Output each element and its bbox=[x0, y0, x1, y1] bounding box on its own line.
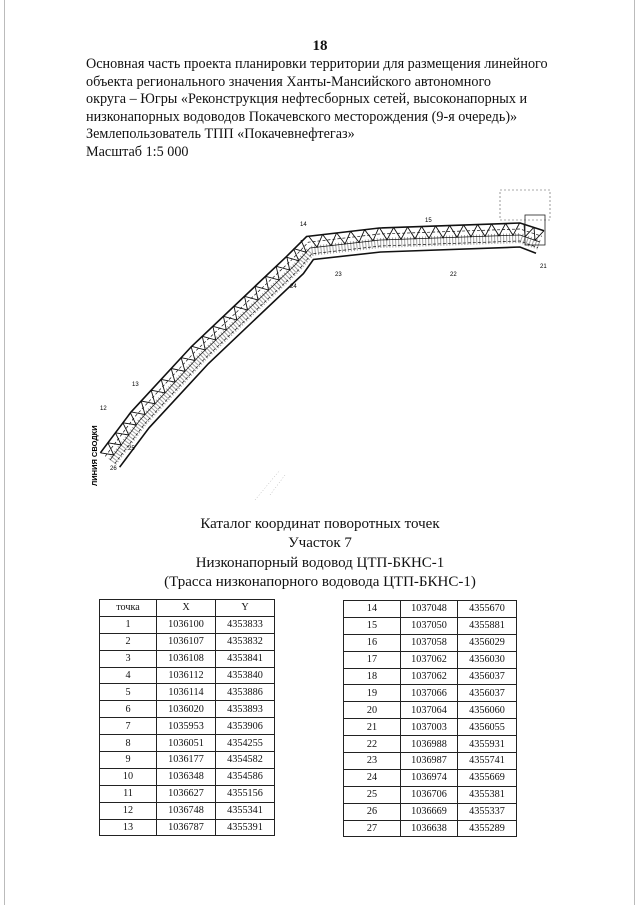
catalog-heading bbox=[0, 515, 640, 593]
table-header-row bbox=[100, 600, 275, 617]
scan-edge-left bbox=[4, 0, 5, 905]
cell-y: 4356030 bbox=[458, 651, 517, 668]
corridor-line bbox=[110, 235, 540, 460]
cell-y: 4354255 bbox=[216, 735, 275, 752]
table-row bbox=[100, 785, 275, 802]
table-row bbox=[344, 820, 517, 837]
coordinates-table-right bbox=[343, 600, 517, 837]
cell-x: 1037062 bbox=[401, 651, 458, 668]
cell-point: 26 bbox=[344, 803, 401, 820]
table-row bbox=[100, 650, 275, 667]
route-corridor bbox=[100, 190, 550, 500]
cell-x: 1036748 bbox=[157, 802, 216, 819]
catalog-route: (Трасса низконапорного водовода ЦТП-БКНС-1) bbox=[164, 574, 476, 591]
cell-x: 1036108 bbox=[157, 650, 216, 667]
cell-y: 4355391 bbox=[216, 819, 275, 836]
table-row bbox=[344, 634, 517, 651]
cell-x: 1036669 bbox=[401, 803, 458, 820]
cell-x: 1036787 bbox=[157, 819, 216, 836]
cell-y: 4353906 bbox=[216, 718, 275, 735]
table-row bbox=[344, 736, 517, 753]
corridor-hatch bbox=[112, 238, 539, 462]
cell-y: 4355341 bbox=[216, 802, 275, 819]
cell-x: 1035953 bbox=[157, 718, 216, 735]
table-row bbox=[100, 752, 275, 769]
table-row bbox=[100, 718, 275, 735]
cell-x: 1037062 bbox=[401, 668, 458, 685]
table-row bbox=[100, 684, 275, 701]
cell-y: 4353886 bbox=[216, 684, 275, 701]
table-row bbox=[344, 753, 517, 770]
cell-point: 10 bbox=[100, 768, 157, 785]
cell-point: 27 bbox=[344, 820, 401, 837]
table-row bbox=[100, 802, 275, 819]
cell-y: 4355337 bbox=[458, 803, 517, 820]
cell-y: 4355381 bbox=[458, 786, 517, 803]
cell-point: 14 bbox=[344, 601, 401, 618]
cell-point: 7 bbox=[100, 718, 157, 735]
cell-x: 1036988 bbox=[401, 736, 458, 753]
table-row bbox=[100, 768, 275, 785]
cell-x: 1037058 bbox=[401, 634, 458, 651]
route-point-label: 24 bbox=[290, 284, 297, 290]
cell-point: 12 bbox=[100, 802, 157, 819]
cell-point: 2 bbox=[100, 633, 157, 650]
route-point-label: 22 bbox=[450, 272, 457, 278]
route-point-label: 13 bbox=[132, 382, 139, 388]
cell-point: 4 bbox=[100, 667, 157, 684]
cell-point: 16 bbox=[344, 634, 401, 651]
cell-point: 19 bbox=[344, 685, 401, 702]
table-row bbox=[344, 719, 517, 736]
header-line: округа – Югры «Реконструкция нефтесборных сетей, высоконапорных и bbox=[86, 91, 528, 108]
header-line: низконапорных водоводов Покачевского месторождения (9-я очередь)» bbox=[86, 108, 518, 125]
route-point-label: 12 bbox=[100, 406, 107, 412]
cell-y: 4353832 bbox=[216, 633, 275, 650]
cell-y: 4356037 bbox=[458, 685, 517, 702]
route-point-label: 23 bbox=[335, 272, 342, 278]
catalog-object: Низконапорный водовод ЦТП-БКНС-1 bbox=[195, 554, 445, 571]
cell-x: 1036100 bbox=[157, 616, 216, 633]
catalog-section: Участок 7 bbox=[288, 535, 352, 552]
cell-point: 3 bbox=[100, 650, 157, 667]
route-point-labels bbox=[100, 218, 547, 472]
land-user-line: Землепользователь ТПП «Покачевнефтегаз» bbox=[86, 126, 355, 143]
cell-y: 4353893 bbox=[216, 701, 275, 718]
route-point-label: 14 bbox=[300, 222, 307, 228]
table-row bbox=[100, 819, 275, 836]
cell-x: 1037064 bbox=[401, 702, 458, 719]
cell-y: 4355741 bbox=[458, 753, 517, 770]
table-row bbox=[100, 735, 275, 752]
scan-edge-right bbox=[634, 0, 635, 905]
corridor-line bbox=[105, 229, 542, 456]
cell-y: 4356037 bbox=[458, 668, 517, 685]
cell-x: 1036974 bbox=[401, 769, 458, 786]
route-point-label: 15 bbox=[425, 218, 432, 224]
corridor-line bbox=[100, 223, 544, 453]
cell-y: 4353841 bbox=[216, 650, 275, 667]
cell-y: 4355670 bbox=[458, 601, 517, 618]
cell-x: 1037003 bbox=[401, 719, 458, 736]
table-row bbox=[344, 617, 517, 634]
cell-y: 4355669 bbox=[458, 769, 517, 786]
cell-y: 4355156 bbox=[216, 785, 275, 802]
cell-x: 1036051 bbox=[157, 735, 216, 752]
cell-x: 1036112 bbox=[157, 667, 216, 684]
map-side-label: ЛИНИЯ СВОДКИ bbox=[90, 425, 99, 486]
cell-point: 9 bbox=[100, 752, 157, 769]
cell-y: 4354582 bbox=[216, 752, 275, 769]
cell-x: 1037066 bbox=[401, 685, 458, 702]
cell-point: 20 bbox=[344, 702, 401, 719]
table-row bbox=[100, 616, 275, 633]
table-row bbox=[344, 685, 517, 702]
corridor-line bbox=[115, 241, 538, 464]
cell-y: 4355289 bbox=[458, 820, 517, 837]
cell-point: 6 bbox=[100, 701, 157, 718]
cell-point: 1 bbox=[100, 616, 157, 633]
cell-point: 21 bbox=[344, 719, 401, 736]
cell-point: 22 bbox=[344, 736, 401, 753]
cell-point: 17 bbox=[344, 651, 401, 668]
faint-trace bbox=[255, 470, 285, 500]
cell-x: 1037048 bbox=[401, 601, 458, 618]
cell-x: 1036627 bbox=[157, 785, 216, 802]
cell-y: 4356055 bbox=[458, 719, 517, 736]
catalog-title: Каталог координат поворотных точек bbox=[200, 516, 440, 532]
table-row bbox=[344, 651, 517, 668]
table-row bbox=[344, 769, 517, 786]
table-row bbox=[100, 633, 275, 650]
pipeline-route-map bbox=[80, 170, 570, 510]
cell-x: 1036987 bbox=[401, 753, 458, 770]
cell-point: 8 bbox=[100, 735, 157, 752]
cell-x: 1036114 bbox=[157, 684, 216, 701]
cell-y: 4355881 bbox=[458, 617, 517, 634]
cell-y: 4353840 bbox=[216, 667, 275, 684]
header-line: объекта регионального значения Ханты-Мансийского автономного bbox=[86, 73, 492, 90]
table-row bbox=[344, 786, 517, 803]
cell-x: 1037050 bbox=[401, 617, 458, 634]
cell-x: 1036706 bbox=[401, 786, 458, 803]
cell-x: 1036348 bbox=[157, 768, 216, 785]
cell-point: 11 bbox=[100, 785, 157, 802]
cell-point: 23 bbox=[344, 753, 401, 770]
cell-x: 1036020 bbox=[157, 701, 216, 718]
table-row bbox=[344, 702, 517, 719]
route-point-label: 25 bbox=[128, 446, 135, 452]
scale-line: Масштаб 1:5 000 bbox=[86, 143, 189, 160]
coordinates-table-left bbox=[99, 599, 275, 836]
table-row bbox=[100, 667, 275, 684]
column-header-y: Y bbox=[216, 600, 275, 617]
column-header-point: точка bbox=[100, 600, 157, 617]
table-row bbox=[344, 668, 517, 685]
page-number: 18 bbox=[312, 38, 328, 54]
cell-point: 15 bbox=[344, 617, 401, 634]
cell-point: 18 bbox=[344, 668, 401, 685]
header-line: Основная часть проекта планировки территории для размещения линейного bbox=[86, 56, 548, 72]
cell-point: 13 bbox=[100, 819, 157, 836]
cell-x: 1036638 bbox=[401, 820, 458, 837]
cell-x: 1036177 bbox=[157, 752, 216, 769]
table-row bbox=[344, 601, 517, 618]
cell-y: 4354586 bbox=[216, 768, 275, 785]
cell-point: 24 bbox=[344, 769, 401, 786]
cell-y: 4355931 bbox=[458, 736, 517, 753]
cell-y: 4356060 bbox=[458, 702, 517, 719]
column-header-x: X bbox=[157, 600, 216, 617]
cell-y: 4353833 bbox=[216, 616, 275, 633]
cell-x: 1036107 bbox=[157, 633, 216, 650]
route-point-label: 26 bbox=[110, 466, 117, 472]
table-row bbox=[100, 701, 275, 718]
route-point-label: 21 bbox=[540, 264, 547, 270]
cell-point: 25 bbox=[344, 786, 401, 803]
cell-point: 5 bbox=[100, 684, 157, 701]
document-header bbox=[86, 56, 556, 162]
cell-y: 4356029 bbox=[458, 634, 517, 651]
table-row bbox=[344, 803, 517, 820]
